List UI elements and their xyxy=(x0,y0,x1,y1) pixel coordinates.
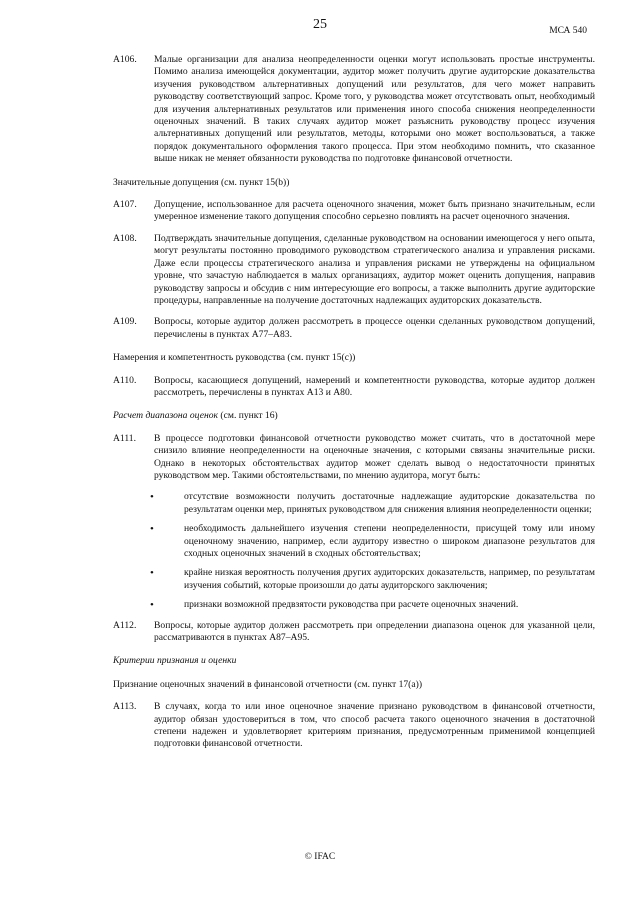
copyright-footer: © IFAC xyxy=(304,852,336,862)
list-item xyxy=(113,599,595,611)
paragraph-a107 xyxy=(113,199,595,224)
paragraph-a109 xyxy=(113,316,595,341)
section-heading-management-intent: Намерения и компетентность руководства (см. пункт 15(c)) xyxy=(113,352,356,364)
paragraph-number: А112. xyxy=(113,619,137,631)
paragraph-number: А108. xyxy=(113,232,137,244)
section-heading-recognition-criteria xyxy=(113,655,595,667)
paragraph-text: В случаях, когда то или иное оценочное значение признано руководством в финансовой отчетности, аудитор обязан удостовериться в том, что способ расчета такого оценочного значения в достаточной степени надежен и удовлетворяет критериям признания, предусмотренным применимой концепцией подготовки финансовой отчетности. xyxy=(154,701,595,750)
bullet-list xyxy=(113,491,595,611)
paragraph-number: А107. xyxy=(113,199,137,211)
list-item-text: необходимость дальнейшего изучения степени неопределенности, присущей тому или иному оценочному значению, например, если аудитору известно о широком диапазоне результатов для сходных оценочных значений в сходных обстоятельствах; xyxy=(184,523,595,559)
list-item xyxy=(113,491,595,516)
section-heading-range-calculation xyxy=(113,410,595,422)
paragraph-text: Подтверждать значительные допущения, сделанные руководством на основании имеющегося у него опыта, могут результаты постоянно проводимого руководством стратегического анализа и управления рисками. Даже если процессы стратегического анализа и управления рисками не утверждены на официальном уровне, что зачастую наблюдается в малых организациях, аудитор может оценить допущения, направив руководству запросы и обсудив с ним интересующие его вопросы, а также выполнить другие аудиторские процедуры, направленные на получение достаточных надлежащих аудиторских доказательств. xyxy=(154,232,595,306)
document-body xyxy=(113,54,595,760)
list-item xyxy=(113,567,595,592)
paragraph-a113 xyxy=(113,701,595,751)
bullet-icon: • xyxy=(150,567,154,580)
heading-italic-part: Критерии признания и оценки xyxy=(113,655,237,667)
paragraph-text: В процессе подготовки финансовой отчетности руководство может считать, что в достаточной мере снизило влияние неопределенности на оценочные значения, с которыми связаны значительные риски. Однако в некоторых обстоятельствах аудитор может сделать вывод о недостаточности принятых руководством мер. Такими обстоятельствами, по мнению аудитора, могут быть: xyxy=(154,432,595,481)
section-heading-significant-assumptions: Значительные допущения (см. пункт 15(b)) xyxy=(113,176,290,188)
paragraph-a111 xyxy=(113,433,595,483)
paragraph-text: Малые организации для анализа неопределенности оценки могут использовать простые инструменты. Помимо анализа имеющейся документации, аудитор может получить другие аудиторские доказательства изучения руководством альтернативных допущений или результатов, для чего может направить руководству соответствующий запрос. Кроме того, у руководства может отсутствовать опыт, необходимый для изучения альтернативных результатов или применения иного способа снижения неопределенности оценочных значений. В таких случаях аудитор может разъяснить руководству процесс изучения альтернативных допущений или результатов, методы, которыми оно может воспользоваться, а также порядок документального оформления такого процесса. При этом необходимо помнить, что сказанное выше никак не меняет обязанности руководства по подготовке финансовой отчетности. xyxy=(154,54,595,165)
paragraph-text: Вопросы, которые аудитор должен рассмотреть в процессе оценки сделанных руководством допущений, перечислены в пунктах А77–А83. xyxy=(154,316,595,340)
standard-code: МСА 540 xyxy=(549,26,587,36)
page-number: 25 xyxy=(313,17,327,32)
paragraph-a110 xyxy=(113,375,595,400)
paragraph-text: Вопросы, касающиеся допущений, намерений и компетентности руководства, которые аудитор должен рассмотреть, перечислены в пунктах А13 и А80. xyxy=(154,374,595,398)
list-item-text: признаки возможной предвзятости руководства при расчете оценочных значений. xyxy=(184,599,519,611)
list-item-text: крайне низкая вероятность получения других аудиторских доказательств, например, по результатам изучения событий, которые произошли до даты аудиторского заключения; xyxy=(184,567,595,591)
heading-rest: (см. пункт 16) xyxy=(218,410,278,422)
list-item xyxy=(113,523,595,560)
paragraph-number: А106. xyxy=(113,54,137,65)
paragraph-a112 xyxy=(113,620,595,645)
paragraph-number: А113. xyxy=(113,701,137,713)
paragraph-a108 xyxy=(113,233,595,307)
section-heading-recognition: Признание оценочных значений в финансовой отчетности (см. пункт 17(a)) xyxy=(113,678,423,690)
paragraph-number: А111. xyxy=(113,432,137,444)
paragraph-number: А110. xyxy=(113,374,137,386)
heading-italic-part: Расчет диапазона оценок xyxy=(113,410,219,422)
bullet-icon: • xyxy=(150,523,154,536)
bullet-icon: • xyxy=(150,491,154,504)
paragraph-text: Допущение, использованное для расчета оценочного значения, может быть признано значительным, если умеренное изменение такого допущения способно серьезно повлиять на расчет оценочного значения. xyxy=(154,199,595,223)
list-item-text: отсутствие возможности получить достаточные надлежащие аудиторские доказательства по результатам оценки мер, принятых руководством для снижения влияния неопределенности оценки; xyxy=(184,491,595,515)
bullet-icon: • xyxy=(150,599,154,612)
paragraph-a106 xyxy=(113,54,595,166)
paragraph-number: А109. xyxy=(113,316,137,328)
paragraph-text: Вопросы, которые аудитор должен рассмотреть при определении диапазона оценок для указанной цели, рассматриваются в пунктах А87–А95. xyxy=(154,619,595,644)
